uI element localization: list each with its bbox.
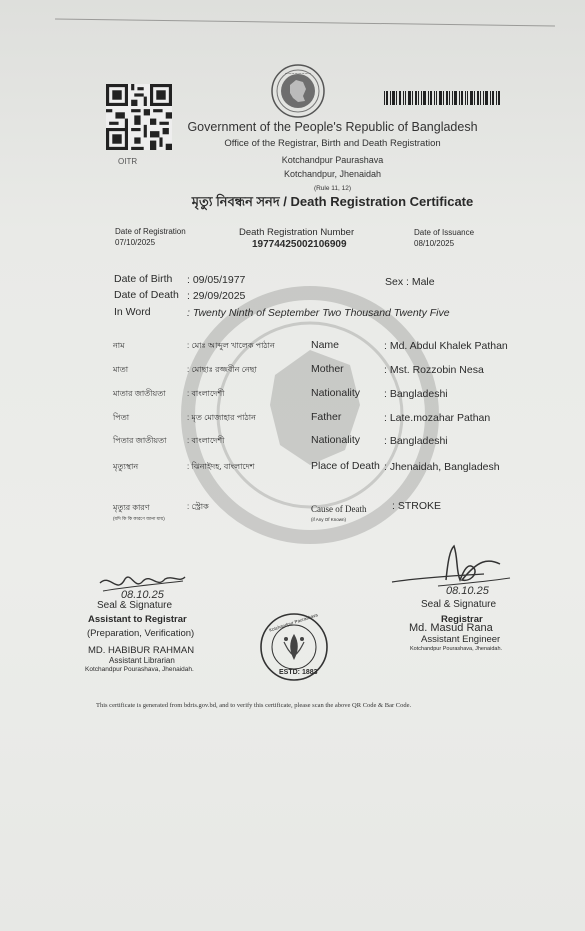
registration-date-label: Date of Registration [115, 227, 186, 236]
field-bn-value: : মোছাঃ রজ্জবীন নেছা [187, 365, 257, 374]
field-en-label: Father [311, 411, 342, 423]
assistant-sign-date: 08.10.25 [121, 589, 164, 601]
page-edge-line [55, 19, 555, 27]
registrar-seal-label: Seal & Signature [421, 599, 497, 610]
cause-en-sub: (if Any Of Known) [311, 517, 347, 522]
assistant-name: MD. HABIBUR RAHMAN [88, 645, 195, 656]
field-en-label: Name [311, 339, 340, 351]
field-bn-value: : বাংলাদেশী [187, 436, 225, 445]
field-bn-label: পিতার জাতীয়তা [113, 436, 167, 445]
field-en-label: Mother [311, 363, 344, 375]
dob-label: Date of Birth [114, 273, 173, 285]
field-en-value: : Md. Abdul Khalek Pathan [384, 340, 508, 352]
qr-label: OITR [118, 157, 138, 166]
inword-label: In Word [114, 306, 151, 318]
issuance-date-value: 08/10/2025 [414, 239, 455, 248]
assistant-role-sub: (Preparation, Verification) [87, 628, 195, 639]
registrar-sign-date: 08.10.25 [446, 585, 489, 597]
field-bn-value: : মৃত মোজাহার পাঠান [187, 413, 256, 422]
assistant-seal-label: Seal & Signature [97, 600, 173, 611]
field-bn-label: মৃত্যুস্থান [113, 462, 139, 471]
government-seal-icon [270, 63, 326, 119]
field-bn-label: মাতার জাতীয়তা [113, 389, 166, 398]
seal-top-text: Kotchandpur Paurashava [268, 612, 319, 633]
field-bn-value: : বাংলাদেশী [187, 389, 225, 398]
assistant-title: Assistant Librarian [109, 656, 175, 665]
cause-bn-label: মৃত্যুর কারণ [113, 503, 150, 512]
field-bn-label: মাতা [113, 365, 129, 374]
field-en-label: Nationality [311, 387, 361, 399]
registrar-office: Kotchandpur Pourashava, Jhenaidah. [410, 646, 503, 652]
govt-title: Government of the People's Republic of Bangladesh [187, 120, 478, 134]
svg-text:~~~~~~~~: ~~~~~~~~ [284, 71, 312, 76]
registrar-title: Assistant Engineer [421, 634, 501, 645]
field-en-value: : Jhenaidah, Bangladesh [384, 461, 500, 473]
certificate-title: মৃত্যু নিবন্ধন সনদ / Death Registration Certificate [191, 194, 474, 209]
issuance-date-label: Date of Issuance [414, 228, 475, 237]
field-en-value: : Late.mozahar Pathan [384, 412, 491, 424]
cause-bn-sub: (যদি কি কি কারণে জানা যায়) [113, 516, 165, 521]
barcode-icon [384, 91, 500, 105]
sex-value: Sex : Male [385, 276, 435, 288]
dod-label: Date of Death [114, 289, 179, 301]
field-bn-label: নাম [113, 341, 125, 350]
inword-value: : Twenty Ninth of September Two Thousand Twenty Five [187, 307, 450, 319]
field-en-value: : Mst. Rozzobin Nesa [384, 364, 484, 376]
registrar-name: Md. Masud Rana [409, 622, 493, 634]
registration-date-value: 07/10/2025 [115, 238, 156, 247]
field-bn-label: পিতা [113, 413, 130, 422]
field-en-label: Place of Death [311, 460, 380, 472]
assistant-office: Kotchandpur Pourashava, Jhenaidah. [85, 666, 194, 673]
cause-en-value: : STROKE [392, 500, 442, 512]
office-location: Kotchandpur, Jhenaidah [283, 169, 382, 179]
field-bn-value: : মোঃ আব্দুল খালেক পাঠান [187, 341, 275, 350]
registrar-role: Registrar [441, 614, 483, 625]
field-bn-value: : ঝিনাইদহ, বাংলাদেশ [187, 462, 255, 471]
certificate-footer-note: This certificate is generated from bdris.gov.bd, and to verify this certificate, please scan the above QR Code & Bar Code. [96, 702, 412, 709]
cause-bn-value: : স্ট্রোক [187, 502, 209, 511]
dod-value: : 29/09/2025 [187, 290, 246, 302]
registration-number-label: Death Registration Number [239, 227, 355, 238]
field-en-value: : Bangladeshi [384, 388, 448, 400]
office-title: Office of the Registrar, Birth and Death Registration [224, 138, 441, 149]
registration-number-value: 19774425002106909 [252, 239, 347, 250]
dob-value: : 09/05/1977 [187, 274, 246, 286]
field-en-value: : Bangladeshi [384, 435, 448, 447]
field-en-label: Nationality [311, 434, 361, 446]
paurashava-name: Kotchandpur Paurashava [281, 155, 384, 165]
assistant-role: Assistant to Registrar [88, 614, 187, 625]
rule-reference: (Rule 11, 12) [313, 185, 352, 192]
cause-en-label: Cause of Death [311, 504, 367, 514]
seal-estd-text: ESTD: 1883 [279, 669, 318, 676]
